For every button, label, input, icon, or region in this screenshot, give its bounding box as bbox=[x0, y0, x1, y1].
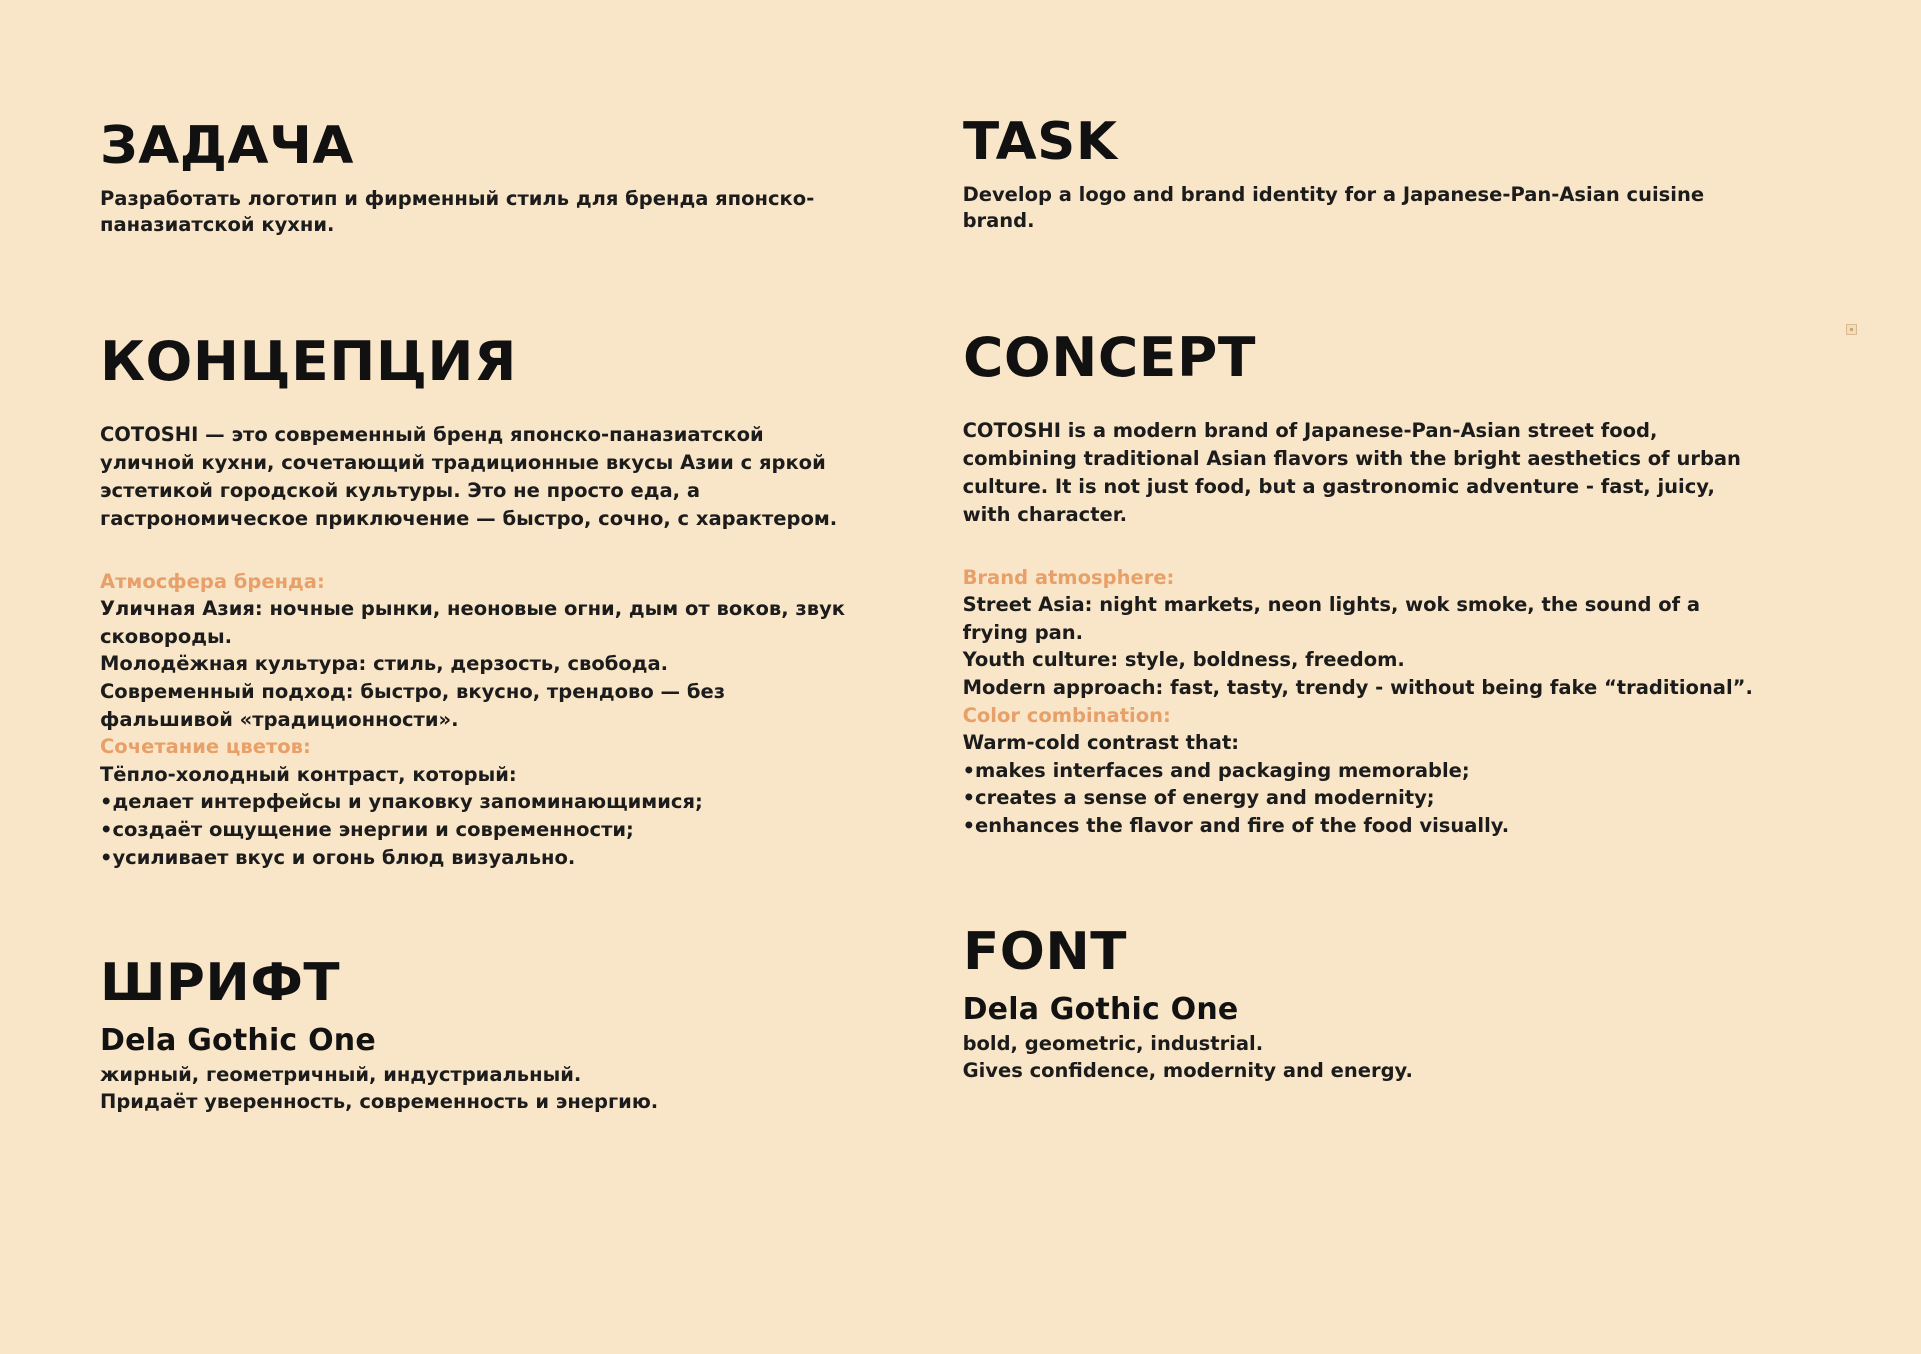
atmosphere-line-2-ru: Молодёжная культура: стиль, дерзость, свобода. bbox=[100, 652, 669, 676]
spacer bbox=[100, 239, 853, 335]
heading-font-en: FONT bbox=[962, 921, 1127, 982]
font-name-en: Dela Gothic One bbox=[962, 991, 1239, 1027]
colors-line-2-ru: •создаёт ощущение энергии и современности; bbox=[100, 818, 634, 842]
spacer bbox=[100, 403, 853, 421]
colors-label-en: Color combination: bbox=[962, 703, 1171, 727]
atmosphere-line-1-ru: Уличная Азия: ночные рынки, неоновые огни, дым от воков, звук сковороды. bbox=[100, 596, 846, 648]
section-concept-ru bbox=[100, 329, 853, 872]
selection-handle-icon[interactable] bbox=[1846, 324, 1857, 335]
atmosphere-line-3-en: Modern approach: fast, tasty, trendy - without being fake “traditional”. bbox=[962, 676, 1753, 700]
heading-task-ru: ЗАДАЧА bbox=[100, 116, 354, 176]
atmosphere-label-ru: Атмосфера бренда: bbox=[100, 569, 325, 593]
heading-font-ru: ШРИФТ bbox=[100, 953, 341, 1014]
font-name-ru: Dela Gothic One bbox=[100, 1023, 376, 1059]
spacer bbox=[100, 534, 853, 568]
font-desc-line1-ru: жирный, геометричный, индустриальный. bbox=[100, 1063, 582, 1087]
spacer bbox=[100, 871, 853, 957]
spacer bbox=[963, 235, 1761, 331]
task-text-ru: Разработать логотип и фирменный стиль для бренда японско-паназиатской кухни. bbox=[100, 187, 815, 237]
heading-concept-en: CONCEPT bbox=[962, 325, 1256, 389]
task-text-en: Develop a logo and brand identity for a Japanese-Pan-Asian cuisine brand. bbox=[962, 183, 1705, 233]
heading-task-en: TASK bbox=[962, 112, 1118, 172]
column-russian bbox=[100, 116, 963, 1294]
spacer bbox=[963, 840, 1761, 926]
column-english bbox=[962, 112, 1821, 1294]
section-font-ru bbox=[100, 953, 853, 1116]
colors-line-3-en: •enhances the flavor and fire of the food visually. bbox=[962, 814, 1510, 838]
font-desc-line2-en: Gives confidence, modernity and energy. bbox=[962, 1058, 1413, 1082]
colors-intro-ru: Тёпло-холодный контраст, который: bbox=[100, 762, 517, 786]
atmosphere-label-en: Brand atmosphere: bbox=[962, 565, 1175, 589]
section-concept-en bbox=[962, 325, 1761, 840]
spacer bbox=[963, 530, 1761, 564]
heading-concept-ru: КОНЦЕПЦИЯ bbox=[100, 329, 517, 393]
colors-line-3-ru: •усиливает вкус и огонь блюд визуально. bbox=[100, 845, 576, 869]
atmosphere-line-1-en: Street Asia: night markets, neon lights, wok smoke, the sound of a frying pan. bbox=[962, 592, 1701, 644]
colors-line-2-en: •creates a sense of energy and modernity; bbox=[962, 786, 1435, 810]
concept-text-en: COTOSHI is a modern brand of Japanese-Pan-Asian street food, combining traditional Asian flavors with the bright aesthetics of urban culture. It is not just food, but a gastronomic adventure - fast, juicy, with character. bbox=[962, 418, 1741, 527]
colors-line-1-en: •makes interfaces and packaging memorable; bbox=[962, 758, 1470, 782]
font-desc-line1-en: bold, geometric, industrial. bbox=[962, 1031, 1264, 1055]
section-task-ru bbox=[100, 116, 853, 239]
section-task-en bbox=[962, 112, 1761, 235]
concept-text-ru: COTOSHI — это современный бренд японско-паназиатской уличной кухни, сочетающий традиционные вкусы Азии с яркой эстетикой городской культуры. Это не просто еда, а гастрономическое приключение — быстро, сочно, с характером. bbox=[100, 422, 838, 531]
colors-label-ru: Сочетание цветов: bbox=[100, 735, 311, 759]
font-desc-line2-ru: Придаёт уверенность, современность и энергию. bbox=[100, 1090, 659, 1114]
colors-line-1-ru: •делает интерфейсы и упаковку запоминающимися; bbox=[100, 790, 703, 814]
atmosphere-line-2-en: Youth culture: style, boldness, freedom. bbox=[962, 648, 1405, 672]
colors-intro-en: Warm-cold contrast that: bbox=[962, 731, 1240, 755]
atmosphere-line-3-ru: Современный подход: быстро, вкусно, трендово — без фальшивой «традиционности». bbox=[100, 680, 726, 731]
section-font-en bbox=[962, 921, 1761, 1085]
spacer bbox=[963, 399, 1761, 417]
